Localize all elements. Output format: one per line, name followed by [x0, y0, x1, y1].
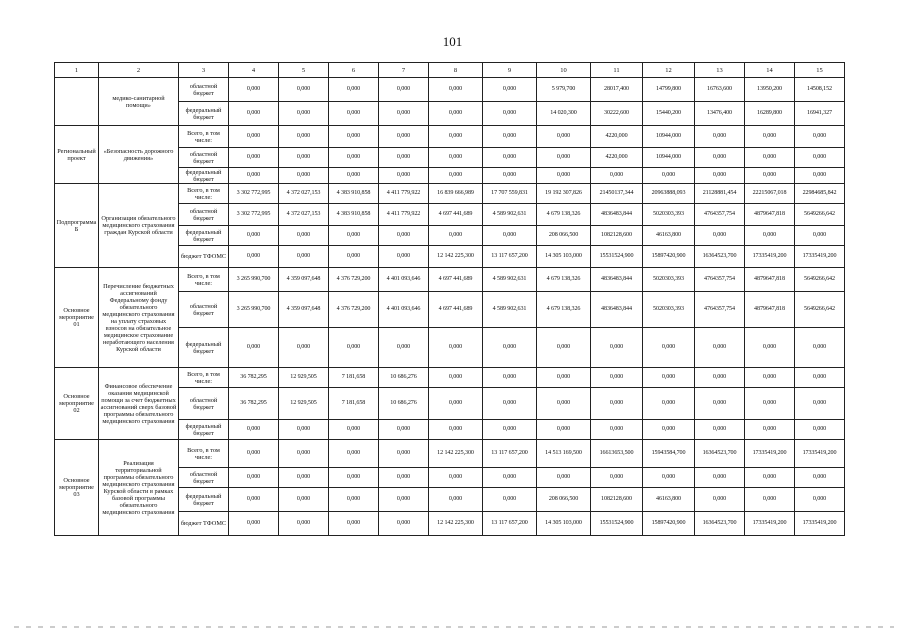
value-cell: 4 697 441,689 — [429, 268, 483, 292]
value-cell: 4220,000 — [591, 148, 643, 168]
value-cell: 0,000 — [745, 148, 795, 168]
value-cell: 0,000 — [329, 440, 379, 468]
column-number: 10 — [537, 63, 591, 78]
program-cell — [55, 78, 99, 126]
value-cell: 0,000 — [745, 226, 795, 246]
value-cell: 0,000 — [591, 420, 643, 440]
funding-source-cell: федеральный бюджет — [179, 102, 229, 126]
value-cell: 0,000 — [279, 440, 329, 468]
value-cell: 4 359 097,648 — [279, 292, 329, 328]
value-cell: 0,000 — [537, 168, 591, 184]
program-cell: Подпрограмма Б — [55, 184, 99, 268]
value-cell: 15531524,900 — [591, 246, 643, 268]
value-cell: 0,000 — [279, 512, 329, 536]
value-cell: 15897420,900 — [643, 512, 695, 536]
value-cell: 0,000 — [229, 78, 279, 102]
value-cell: 0,000 — [329, 168, 379, 184]
value-cell: 4764357,754 — [695, 268, 745, 292]
value-cell: 0,000 — [795, 168, 845, 184]
column-number: 1 — [55, 63, 99, 78]
value-cell: 0,000 — [379, 168, 429, 184]
column-number: 5 — [279, 63, 329, 78]
value-cell: 14 305 103,000 — [537, 246, 591, 268]
column-number: 15 — [795, 63, 845, 78]
value-cell: 4 376 729,200 — [329, 268, 379, 292]
value-cell: 17335419,200 — [745, 246, 795, 268]
value-cell: 15531524,900 — [591, 512, 643, 536]
value-cell: 0,000 — [429, 420, 483, 440]
value-cell: 0,000 — [695, 368, 745, 388]
value-cell: 0,000 — [695, 468, 745, 488]
value-cell: 5649266,642 — [795, 292, 845, 328]
funding-source-cell: федеральный бюджет — [179, 226, 229, 246]
value-cell: 0,000 — [279, 78, 329, 102]
value-cell: 0,000 — [695, 126, 745, 148]
value-cell: 4 401 093,646 — [379, 268, 429, 292]
value-cell: 0,000 — [279, 246, 329, 268]
value-cell: 0,000 — [795, 468, 845, 488]
funding-source-cell: Всего, в том числе: — [179, 268, 229, 292]
column-number: 8 — [429, 63, 483, 78]
value-cell: 0,000 — [695, 226, 745, 246]
value-cell: 4 589 902,631 — [483, 292, 537, 328]
value-cell: 0,000 — [279, 226, 329, 246]
value-cell: 4836483,844 — [591, 204, 643, 226]
value-cell: 16364523,700 — [695, 440, 745, 468]
value-cell: 10944,000 — [643, 148, 695, 168]
value-cell: 0,000 — [329, 246, 379, 268]
value-cell: 0,000 — [429, 328, 483, 368]
value-cell: 4 383 910,858 — [329, 204, 379, 226]
table-row — [55, 440, 845, 468]
value-cell: 5020303,393 — [643, 268, 695, 292]
value-cell: 0,000 — [537, 420, 591, 440]
value-cell: 0,000 — [329, 126, 379, 148]
value-cell: 0,000 — [429, 126, 483, 148]
value-cell: 0,000 — [745, 468, 795, 488]
value-cell: 0,000 — [329, 468, 379, 488]
funding-source-cell: Всего, в том числе: — [179, 368, 229, 388]
value-cell: 4 697 441,689 — [429, 204, 483, 226]
value-cell: 0,000 — [429, 368, 483, 388]
value-cell: 0,000 — [279, 126, 329, 148]
value-cell: 0,000 — [379, 468, 429, 488]
table-row — [55, 268, 845, 292]
value-cell: 0,000 — [643, 368, 695, 388]
value-cell: 4836483,844 — [591, 268, 643, 292]
value-cell: 0,000 — [483, 488, 537, 512]
value-cell: 0,000 — [229, 420, 279, 440]
value-cell: 0,000 — [229, 468, 279, 488]
value-cell: 3 302 772,995 — [229, 204, 279, 226]
value-cell: 0,000 — [379, 420, 429, 440]
value-cell: 0,000 — [695, 148, 745, 168]
value-cell: 0,000 — [279, 168, 329, 184]
value-cell: 7 181,658 — [329, 388, 379, 420]
value-cell: 0,000 — [537, 468, 591, 488]
value-cell: 0,000 — [745, 388, 795, 420]
value-cell: 0,000 — [279, 102, 329, 126]
value-cell: 36 782,295 — [229, 368, 279, 388]
value-cell: 0,000 — [429, 226, 483, 246]
value-cell: 0,000 — [795, 420, 845, 440]
value-cell: 0,000 — [279, 328, 329, 368]
value-cell: 14 020,300 — [537, 102, 591, 126]
value-cell: 0,000 — [429, 388, 483, 420]
value-cell: 4 372 027,153 — [279, 184, 329, 204]
funding-source-cell: федеральный бюджет — [179, 420, 229, 440]
value-cell: 0,000 — [537, 328, 591, 368]
value-cell: 0,000 — [229, 126, 279, 148]
value-cell: 0,000 — [695, 328, 745, 368]
value-cell: 0,000 — [591, 468, 643, 488]
value-cell: 0,000 — [643, 388, 695, 420]
activity-name-cell: медико-санитарной помощи» — [99, 78, 179, 126]
value-cell: 0,000 — [379, 488, 429, 512]
value-cell: 0,000 — [483, 168, 537, 184]
value-cell: 4836483,844 — [591, 292, 643, 328]
value-cell: 4879647,818 — [745, 268, 795, 292]
value-cell: 5649266,642 — [795, 268, 845, 292]
value-cell: 0,000 — [483, 420, 537, 440]
value-cell: 14 305 103,000 — [537, 512, 591, 536]
value-cell: 16 839 666,989 — [429, 184, 483, 204]
value-cell: 0,000 — [643, 468, 695, 488]
column-number: 9 — [483, 63, 537, 78]
value-cell: 208 066,500 — [537, 488, 591, 512]
value-cell: 0,000 — [229, 148, 279, 168]
value-cell: 0,000 — [795, 148, 845, 168]
value-cell: 13950,200 — [745, 78, 795, 102]
program-cell: Основное мероприятие 03 — [55, 440, 99, 536]
value-cell: 21450137,344 — [591, 184, 643, 204]
value-cell: 0,000 — [695, 488, 745, 512]
value-cell: 0,000 — [379, 226, 429, 246]
value-cell: 0,000 — [329, 78, 379, 102]
program-cell: Региональный проект — [55, 126, 99, 184]
column-number: 2 — [99, 63, 179, 78]
budget-table — [54, 62, 845, 536]
funding-source-cell: областной бюджет — [179, 292, 229, 328]
value-cell: 0,000 — [537, 126, 591, 148]
value-cell: 0,000 — [379, 102, 429, 126]
value-cell: 0,000 — [429, 78, 483, 102]
value-cell: 16613653,500 — [591, 440, 643, 468]
value-cell: 0,000 — [795, 328, 845, 368]
value-cell: 17335419,200 — [745, 440, 795, 468]
value-cell: 0,000 — [329, 328, 379, 368]
value-cell: 0,000 — [591, 388, 643, 420]
funding-source-cell: бюджет ТФОМС — [179, 512, 229, 536]
value-cell: 0,000 — [483, 102, 537, 126]
funding-source-cell: областной бюджет — [179, 78, 229, 102]
value-cell: 0,000 — [745, 126, 795, 148]
value-cell: 4 679 138,326 — [537, 204, 591, 226]
value-cell: 4764357,754 — [695, 292, 745, 328]
value-cell: 22215067,018 — [745, 184, 795, 204]
value-cell: 0,000 — [643, 328, 695, 368]
value-cell: 0,000 — [745, 168, 795, 184]
value-cell: 0,000 — [483, 226, 537, 246]
column-number: 6 — [329, 63, 379, 78]
value-cell: 12 929,505 — [279, 368, 329, 388]
value-cell: 0,000 — [795, 488, 845, 512]
funding-source-cell: федеральный бюджет — [179, 328, 229, 368]
value-cell: 4 679 138,326 — [537, 292, 591, 328]
value-cell: 0,000 — [745, 368, 795, 388]
value-cell: 36 782,295 — [229, 388, 279, 420]
value-cell: 12 142 225,300 — [429, 440, 483, 468]
value-cell: 4 411 779,922 — [379, 204, 429, 226]
value-cell: 14 513 169,500 — [537, 440, 591, 468]
funding-source-cell: областной бюджет — [179, 204, 229, 226]
value-cell: 0,000 — [537, 148, 591, 168]
value-cell: 46163,800 — [643, 488, 695, 512]
value-cell: 0,000 — [329, 148, 379, 168]
value-cell: 10 686,276 — [379, 368, 429, 388]
value-cell: 5649266,642 — [795, 204, 845, 226]
value-cell: 0,000 — [795, 226, 845, 246]
value-cell: 0,000 — [229, 488, 279, 512]
table-row — [55, 184, 845, 204]
value-cell: 0,000 — [379, 328, 429, 368]
value-cell: 12 142 225,300 — [429, 512, 483, 536]
value-cell: 12 142 225,300 — [429, 246, 483, 268]
value-cell: 0,000 — [537, 368, 591, 388]
value-cell: 0,000 — [379, 148, 429, 168]
value-cell: 0,000 — [695, 420, 745, 440]
value-cell: 4 411 779,922 — [379, 184, 429, 204]
value-cell: 0,000 — [795, 126, 845, 148]
value-cell: 4 697 441,689 — [429, 292, 483, 328]
value-cell: 4879647,818 — [745, 204, 795, 226]
value-cell: 0,000 — [483, 468, 537, 488]
funding-source-cell: Всего, в том числе: — [179, 184, 229, 204]
value-cell: 0,000 — [279, 420, 329, 440]
value-cell: 16364523,700 — [695, 512, 745, 536]
activity-name-cell: Финансовое обеспечение оказания медицинской помощи за счет бюджетных ассигнований сверх базовой программы обязательного медицинского страхования — [99, 368, 179, 440]
value-cell: 0,000 — [329, 488, 379, 512]
value-cell: 15440,200 — [643, 102, 695, 126]
value-cell: 4 679 138,326 — [537, 268, 591, 292]
funding-source-cell: областной бюджет — [179, 148, 229, 168]
activity-name-cell: Реализация территориальной программы обязательного медицинского страхования Курской области в рамках базовой программы обязательного медицинского страхования — [99, 440, 179, 536]
table-row — [55, 78, 845, 102]
value-cell: 15943584,700 — [643, 440, 695, 468]
activity-name-cell: «Безопасность дорожного движения» — [99, 126, 179, 184]
value-cell: 0,000 — [429, 148, 483, 168]
table-row — [55, 126, 845, 148]
page-number: 101 — [442, 34, 463, 49]
value-cell: 0,000 — [643, 168, 695, 184]
value-cell: 4 359 097,648 — [279, 268, 329, 292]
value-cell: 20963888,093 — [643, 184, 695, 204]
value-cell: 0,000 — [279, 468, 329, 488]
value-cell: 17335419,200 — [795, 246, 845, 268]
funding-source-cell: бюджет ТФОМС — [179, 246, 229, 268]
value-cell: 22984685,842 — [795, 184, 845, 204]
value-cell: 4220,000 — [591, 126, 643, 148]
value-cell: 16289,800 — [745, 102, 795, 126]
column-number: 4 — [229, 63, 279, 78]
value-cell: 7 181,658 — [329, 368, 379, 388]
value-cell: 1082128,600 — [591, 226, 643, 246]
funding-source-cell: федеральный бюджет — [179, 168, 229, 184]
value-cell: 0,000 — [795, 388, 845, 420]
value-cell: 0,000 — [591, 328, 643, 368]
value-cell: 16364523,700 — [695, 246, 745, 268]
value-cell: 0,000 — [379, 512, 429, 536]
value-cell: 0,000 — [483, 388, 537, 420]
column-number: 7 — [379, 63, 429, 78]
value-cell: 4 401 093,646 — [379, 292, 429, 328]
value-cell: 0,000 — [379, 440, 429, 468]
value-cell: 14508,152 — [795, 78, 845, 102]
column-number: 11 — [591, 63, 643, 78]
value-cell: 10 686,276 — [379, 388, 429, 420]
value-cell: 0,000 — [483, 78, 537, 102]
value-cell: 13476,400 — [695, 102, 745, 126]
value-cell: 16941,327 — [795, 102, 845, 126]
value-cell: 17 707 559,831 — [483, 184, 537, 204]
value-cell: 0,000 — [483, 368, 537, 388]
value-cell: 12 929,505 — [279, 388, 329, 420]
value-cell: 5 979,700 — [537, 78, 591, 102]
value-cell: 3 265 990,700 — [229, 292, 279, 328]
value-cell: 17335419,200 — [795, 440, 845, 468]
scan-noise — [14, 626, 894, 628]
value-cell: 4764357,754 — [695, 204, 745, 226]
value-cell: 0,000 — [279, 488, 329, 512]
value-cell: 0,000 — [279, 148, 329, 168]
value-cell: 0,000 — [591, 168, 643, 184]
value-cell: 19 192 307,826 — [537, 184, 591, 204]
table-row — [55, 368, 845, 388]
value-cell: 0,000 — [745, 420, 795, 440]
value-cell: 0,000 — [745, 488, 795, 512]
value-cell: 0,000 — [429, 468, 483, 488]
value-cell: 0,000 — [329, 512, 379, 536]
value-cell: 0,000 — [379, 246, 429, 268]
value-cell: 4879647,818 — [745, 292, 795, 328]
funding-source-cell: областной бюджет — [179, 468, 229, 488]
value-cell: 13 117 657,200 — [483, 246, 537, 268]
value-cell: 21128881,454 — [695, 184, 745, 204]
value-cell: 0,000 — [229, 512, 279, 536]
value-cell: 0,000 — [229, 102, 279, 126]
value-cell: 3 302 772,995 — [229, 184, 279, 204]
value-cell: 0,000 — [329, 420, 379, 440]
value-cell: 10944,000 — [643, 126, 695, 148]
funding-source-cell: областной бюджет — [179, 388, 229, 420]
program-cell: Основное мероприятие 02 — [55, 368, 99, 440]
value-cell: 0,000 — [483, 328, 537, 368]
funding-source-cell: Всего, в том числе: — [179, 126, 229, 148]
column-number: 3 — [179, 63, 229, 78]
value-cell: 0,000 — [483, 126, 537, 148]
value-cell: 13 117 657,200 — [483, 512, 537, 536]
value-cell: 46163,800 — [643, 226, 695, 246]
value-cell: 0,000 — [643, 420, 695, 440]
value-cell: 17335419,200 — [795, 512, 845, 536]
value-cell: 28017,400 — [591, 78, 643, 102]
column-number: 12 — [643, 63, 695, 78]
value-cell: 0,000 — [229, 226, 279, 246]
value-cell: 4 376 729,200 — [329, 292, 379, 328]
value-cell: 14799,800 — [643, 78, 695, 102]
value-cell: 4 589 902,631 — [483, 204, 537, 226]
value-cell: 17335419,200 — [745, 512, 795, 536]
table-header-row — [55, 63, 845, 78]
value-cell: 5020303,393 — [643, 292, 695, 328]
value-cell: 30222,600 — [591, 102, 643, 126]
program-cell: Основное мероприятие 01 — [55, 268, 99, 368]
value-cell: 0,000 — [229, 168, 279, 184]
value-cell: 0,000 — [483, 148, 537, 168]
value-cell: 0,000 — [229, 328, 279, 368]
value-cell: 0,000 — [379, 126, 429, 148]
value-cell: 0,000 — [429, 168, 483, 184]
value-cell: 16763,600 — [695, 78, 745, 102]
value-cell: 0,000 — [795, 368, 845, 388]
value-cell: 0,000 — [537, 388, 591, 420]
value-cell: 3 265 990,700 — [229, 268, 279, 292]
value-cell: 0,000 — [229, 246, 279, 268]
value-cell: 0,000 — [695, 388, 745, 420]
funding-source-cell: федеральный бюджет — [179, 488, 229, 512]
value-cell: 208 066,500 — [537, 226, 591, 246]
value-cell: 4 589 902,631 — [483, 268, 537, 292]
value-cell: 0,000 — [745, 328, 795, 368]
value-cell: 15897420,900 — [643, 246, 695, 268]
column-number: 13 — [695, 63, 745, 78]
value-cell: 0,000 — [229, 440, 279, 468]
value-cell: 0,000 — [379, 78, 429, 102]
value-cell: 13 117 657,200 — [483, 440, 537, 468]
value-cell: 0,000 — [591, 368, 643, 388]
activity-name-cell: Организация обязательного медицинского страхования граждан Курской области — [99, 184, 179, 268]
value-cell: 0,000 — [329, 102, 379, 126]
value-cell: 0,000 — [329, 226, 379, 246]
value-cell: 1082128,600 — [591, 488, 643, 512]
value-cell: 0,000 — [429, 488, 483, 512]
value-cell: 0,000 — [429, 102, 483, 126]
value-cell: 4 383 910,858 — [329, 184, 379, 204]
activity-name-cell: Перечисление бюджетных ассигнований Федеральному фонду обязательного медицинского страхования на уплату страховых взносов на обязательное медицинское страхование неработающего населения Курской области — [99, 268, 179, 368]
value-cell: 0,000 — [695, 168, 745, 184]
funding-source-cell: Всего, в том числе: — [179, 440, 229, 468]
value-cell: 4 372 027,153 — [279, 204, 329, 226]
value-cell: 5020303,393 — [643, 204, 695, 226]
column-number: 14 — [745, 63, 795, 78]
